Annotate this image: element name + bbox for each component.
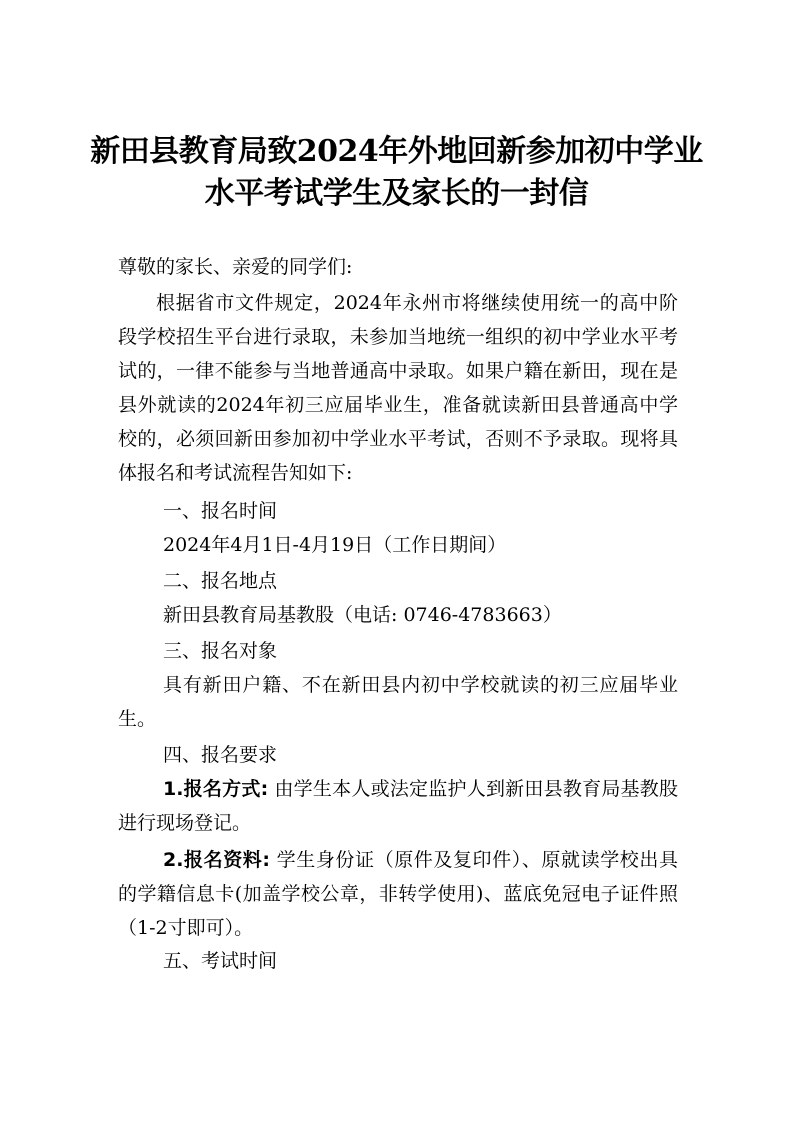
section-heading-exam-time: 五、考试时间	[163, 950, 278, 972]
document-title-line-2: 水平考试学生及家长的一封信	[204, 176, 589, 211]
requirement-item-method	[118, 772, 678, 840]
requirement-item-materials	[118, 843, 678, 945]
registration-location-text: 新田县教育局基教股（电话: 0746-4783663）	[163, 604, 562, 626]
registration-time-text: 2024年4月1日-4月19日（工作日期间）	[163, 534, 507, 556]
section-heading-registration-target: 三、报名对象	[163, 640, 278, 662]
section-heading-registration-time: 一、报名时间	[163, 500, 278, 522]
requirement-method-text: 由学生本人或法定监护人到新田县教育局基教股进行现场登记。	[118, 778, 678, 834]
requirement-materials-text: 学生身份证（原件及复印件）、原就读学校出具的学籍信息卡(加盖学校公章，非转学使用)、蓝底免冠电子证件照（1-2寸即可）。	[118, 849, 678, 939]
document-title-line-1: 新田县教育局致2024年外地回新参加初中学业	[90, 134, 703, 169]
registration-target-text: 具有新田户籍、不在新田县内初中学校就读的初三应届毕业生。	[118, 674, 678, 730]
section-heading-registration-location: 二、报名地点	[163, 570, 278, 592]
section-heading-registration-requirements: 四、报名要求	[163, 744, 278, 766]
requirement-materials-label: 2.报名资料:	[163, 849, 270, 871]
greeting: 尊敬的家长、亲爱的同学们:	[118, 256, 353, 278]
requirement-method-label: 1.报名方式:	[163, 778, 269, 800]
intro-paragraph: 根据省市文件规定，2024年永州市将继续使用统一的高中阶段学校招生平台进行录取，未参加当地统一组织的初中学业水平考试的，一律不能参与当地普通高中录取。如果户籍在新田，现在是县外就读的2024年初三应届毕业生，准备就读新田县普通高中学校的，必须回新田参加初中学业水平考试，否则不予录取。现将具体报名和考试流程告知如下:	[118, 292, 678, 484]
